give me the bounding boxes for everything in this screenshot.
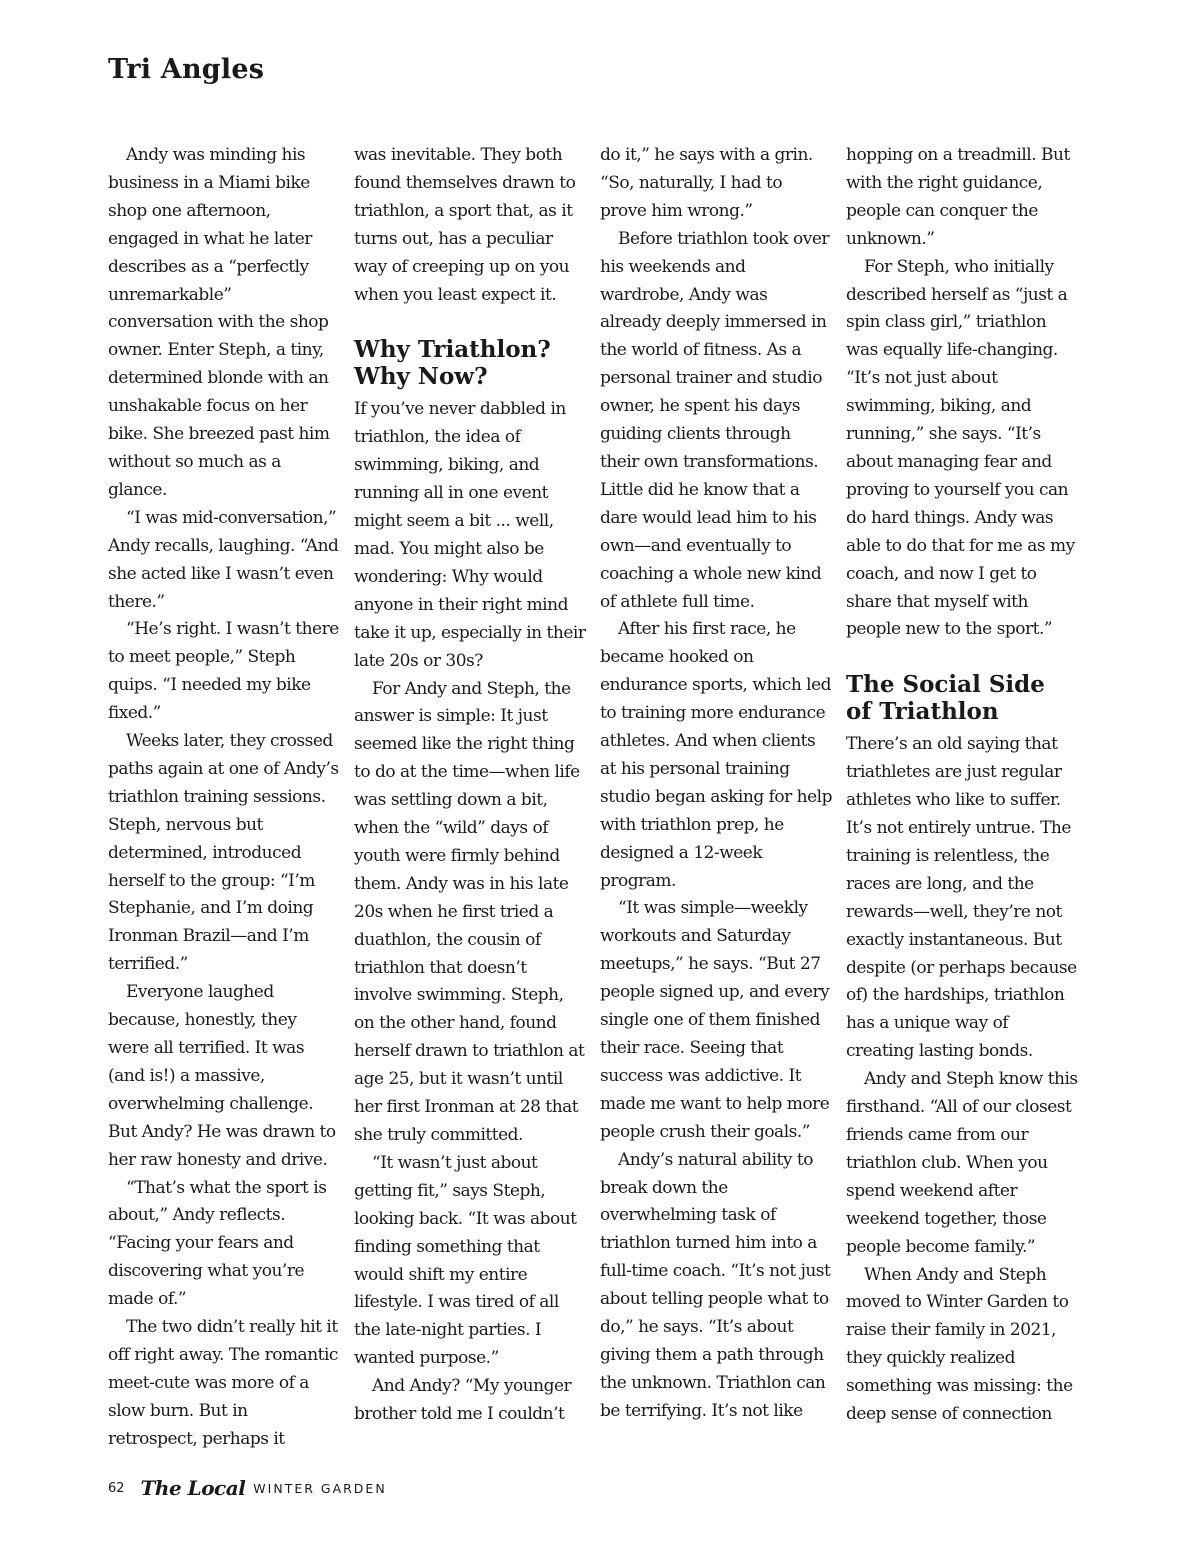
article-column-1 (108, 142, 340, 1454)
paragraph: do it,” he says with a grin. “So, naturally, I had to prove him wrong.” (600, 145, 813, 221)
paragraph: If you’ve never dabbled in triathlon, the idea of swimming, biking, and running all in one event might seem a bit ... well, mad. You might also be wondering: Why would anyone in their right mind take it up, especially in their late 20s or 30s? (354, 399, 586, 671)
paragraph: Andy was minding his business in a Miami bike shop one afternoon, engaged in what he later describes as a “perfectly unremarkable” conversation with the shop owner. Enter Steph, a tiny, determined blonde with an unshakable focus on her bike. She breezed past him without so much as a glance. (108, 145, 330, 500)
paragraph: Everyone laughed because, honestly, they were all terrified. It was (and is!) a massive, overwhelming challenge. But Andy? He was drawn to her raw honesty and drive. (108, 982, 336, 1170)
paragraph: For Andy and Steph, the answer is simple: It just seemed like the right thing to do at the time—when life was settling down a bit, when the “wild” days of youth were firmly behind them. Andy was in his late 20s when he first tried a duathlon, the cousin of triathlon that doesn’t involve swimming. Steph, on the other hand, found herself drawn to triathlon at age 25, but it wasn’t until her first Ironman at 28 that she truly committed. (354, 678, 585, 1145)
paragraph: When Andy and Steph moved to Winter Garden to raise their family in 2021, they quickly realized something was missing: the deep sense of connection (846, 1264, 1073, 1425)
edition-name: WINTER GARDEN (253, 1480, 387, 1496)
paragraph: was inevitable. They both found themselves drawn to triathlon, a sport that, as it turns out, has a peculiar way of creeping up on you when you least expect it. (354, 145, 576, 305)
magazine-logo: The Local (140, 1476, 246, 1500)
paragraph: The two didn’t really hit it off right away. The romantic meet-cute was more of a slow burn. But in retrospect, perhaps it (108, 1317, 338, 1449)
paragraph: “He’s right. I wasn’t there to meet people,” Steph quips. “I needed my bike fixed.” (108, 619, 339, 724)
paragraph: Andy and Steph know this firsthand. “All of our closest friends came from our triathlon club. When you spend weekend after weekend together, those people become family.” (846, 1069, 1078, 1257)
section-heading: The Social Side of Triathlon (846, 671, 1045, 726)
article-column-4 (846, 142, 1078, 1429)
paragraph: For Steph, who initially described herself as “just a spin class girl,” triathlon was equally life-changing. “It’s not just about swimming, biking, and running,” she says. “It’s about managing fear and proving to yourself you can do hard things. Andy was able to do that for me as my coach, and now I get to share that myself with people new to the sport.” (846, 256, 1075, 640)
paragraph: Before triathlon took over his weekends and wardrobe, Andy was already deeply immersed in the world of fitness. As a personal trainer and studio owner, he spent his days guiding clients through their own transformations. Little did he know that a dare would lead him to his own—and eventually to coaching a whole new kind of athlete full time. (600, 228, 830, 612)
paragraph: After his first race, he became hooked on endurance sports, which led to training more endurance athletes. And when clients at his personal training studio began asking for help with triathlon prep, he designed a 12-week program. (600, 619, 832, 891)
article-column-2 (354, 142, 586, 1429)
paragraph: Weeks later, they crossed paths again at one of Andy’s triathlon training sessions. Steph, nervous but determined, introduced herself to the group: “I’m Stephanie, and I’m doing Ironman Brazil—and I’m terrified.” (108, 731, 339, 975)
paragraph: “I was mid-conversation,” Andy recalls, laughing. “And she acted like I wasn’t even there.” (108, 507, 339, 612)
section-heading: Why Triathlon? Why Now? (354, 336, 551, 391)
paragraph: Andy’s natural ability to break down the overwhelming task of triathlon turned him into a full-time coach. “It’s not just about telling people what to do,” he says. “It’s about giving them a path through the unknown. Triathlon can be terrifying. It’s not like (600, 1149, 831, 1421)
paragraph: hopping on a treadmill. But with the right guidance, people can conquer the unknown.” (846, 145, 1070, 249)
paragraph: “That’s what the sport is about,” Andy reflects. “Facing your fears and discovering what you’re made of.” (108, 1177, 327, 1310)
paragraph: “It wasn’t just about getting fit,” says Steph, looking back. “It was about finding something that would shift my entire lifestyle. I was tired of all the late-night parties. I wanted purpose.” (354, 1152, 577, 1369)
paragraph: And Andy? “My younger brother told me I couldn’t (354, 1376, 572, 1425)
page-number: 62 (108, 1480, 125, 1496)
paragraph: “It was simple—weekly workouts and Saturday meetups,” he says. “But 27 people signed up, and every single one of them finished their race. Seeing that success was addictive. It made me want to help more people crush their goals.” (600, 898, 830, 1142)
page-title: Tri Angles (108, 54, 265, 85)
paragraph: There’s an old saying that triathletes are just regular athletes who like to suffer. It’s not entirely untrue. The training is relentless, the races are long, and the rewards—well, they’re not exactly instantaneous. But despite (or perhaps because of) the hardships, triathlon has a unique way of creating lasting bonds. (846, 734, 1077, 1062)
article-column-3 (600, 142, 832, 1426)
page-footer (108, 1476, 387, 1500)
